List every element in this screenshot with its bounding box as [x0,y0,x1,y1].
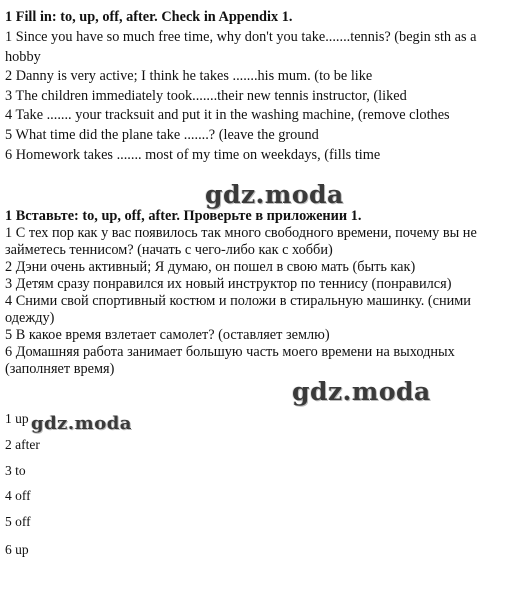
russian-sentence-3: 3 Детям сразу понравился их новый инструктор по теннису (понравился) [5,276,452,292]
watermark: gdz.moda [292,377,431,406]
russian-sentence-1: 1 С тех пор как у вас появилось так много свободного времени, почему вы не [5,225,477,241]
answer-5: 5 off [5,514,31,529]
english-sentence-2: 2 Danny is very active; I think he takes .......his mum. (to be like [5,68,373,84]
english-sentence-4: 4 Take ....... your tracksuit and put it in the washing machine, (remove clothes [5,107,450,123]
english-sentence-6: 6 Homework takes ....... most of my time on weekdays, (fills time [5,147,381,163]
russian-sentence-6: 6 Домашняя работа занимает большую часть моего времени на выходных [5,344,455,360]
answer-2: 2 after [5,437,40,452]
answer-4: 4 off [5,488,31,503]
english-sentence-3: 3 The children immediately took.......their new tennis instructor, (liked [5,88,407,104]
english-sentence-1: 1 Since you have so much free time, why don't you take.......tennis? (begin sth as a [5,29,477,45]
answer-3: 3 to [5,463,26,478]
english-exercise-title: 1 Fill in: to, up, off, after. Check in Appendix 1. [5,9,293,25]
russian-sentence-1-continued: займетесь теннисом? (начать с чего-либо как с хобби) [5,242,333,258]
russian-exercise-title: 1 Вставьте: to, up, off, after. Проверьте в приложении 1. [5,208,362,224]
russian-sentence-6-continued: (заполняет время) [5,361,115,377]
russian-sentence-2: 2 Дэни очень активный; Я думаю, он пошел в свою мать (быть как) [5,259,416,275]
english-sentence-5: 5 What time did the plane take .......? (leave the ground [5,127,319,143]
english-sentence-1-continued: hobby [5,49,41,65]
russian-sentence-5: 5 В какое время взлетает самолет? (оставляет землю) [5,327,330,343]
watermark: gdz.moda [31,413,132,434]
russian-sentence-4-continued: одежду) [5,310,55,326]
answer-6: 6 up [5,542,29,557]
watermark: gdz.moda [205,180,344,209]
answer-1: 1 up [5,411,29,426]
russian-sentence-4: 4 Сними свой спортивный костюм и положи в стиральную машинку. (сними [5,293,471,309]
